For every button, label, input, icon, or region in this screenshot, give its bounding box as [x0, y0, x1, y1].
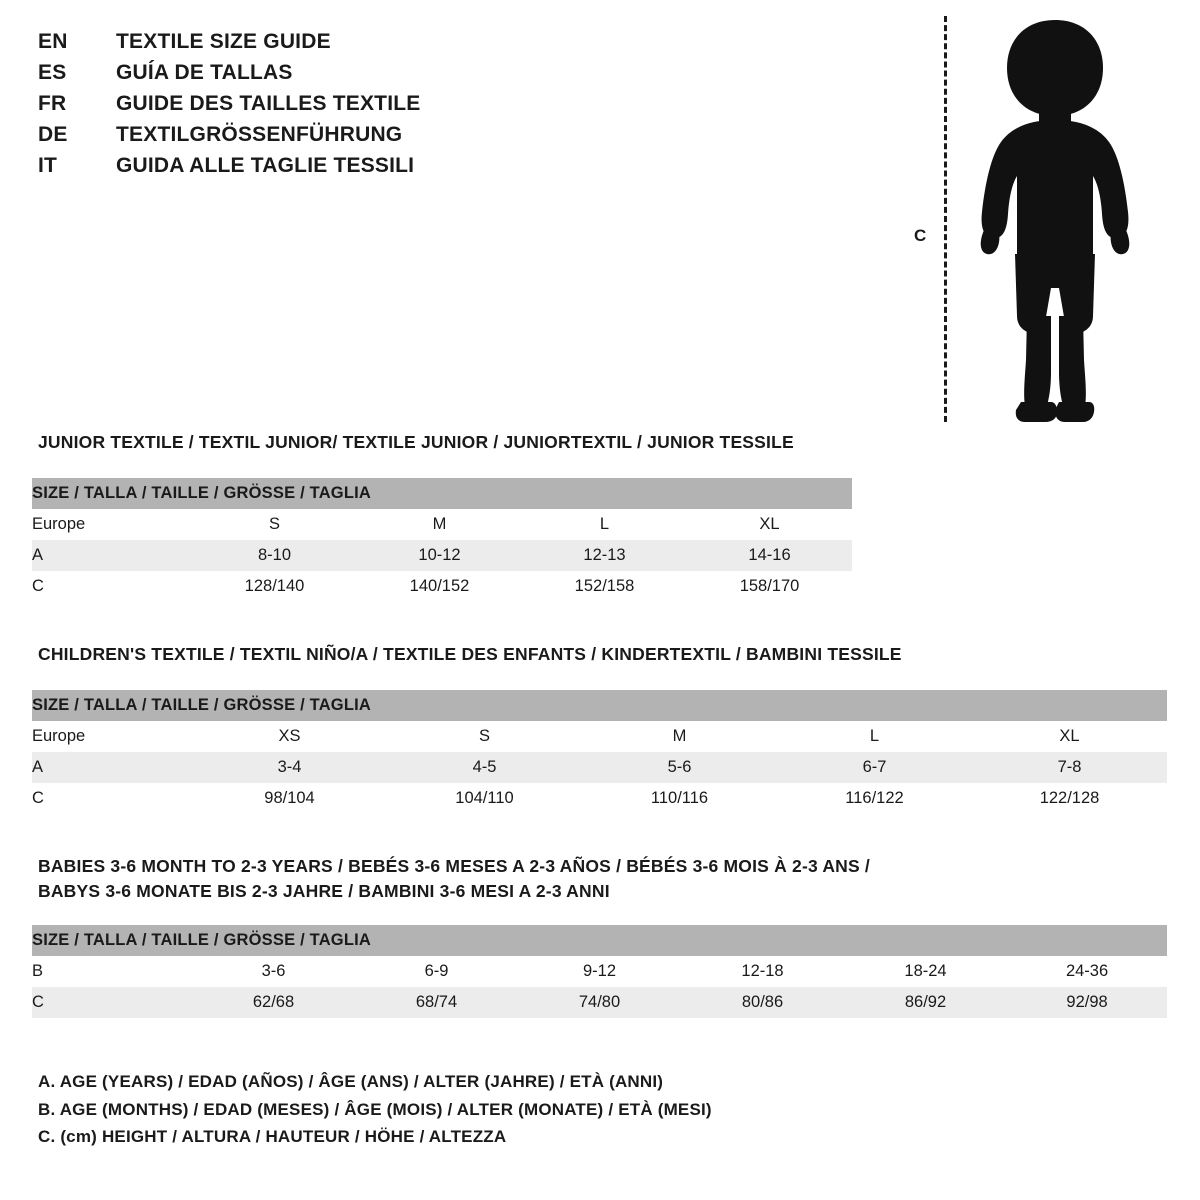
table-band-label: SIZE / TALLA / TAILLE / GRÖSSE / TAGLIA [32, 478, 852, 509]
cell-value: XS [192, 721, 387, 752]
table-band-row [32, 478, 852, 509]
cell-value: 68/74 [355, 987, 518, 1018]
cell-value: 128/140 [192, 571, 357, 602]
cell-value: 6-9 [355, 956, 518, 987]
cell-value: 12-18 [681, 956, 844, 987]
legend-item-b: B. AGE (MONTHS) / EDAD (MESES) / ÂGE (MOIS) / ALTER (MONATE) / ETÀ (MESI) [38, 1099, 712, 1119]
babies-size-table [32, 925, 1167, 1018]
table-row [32, 752, 1167, 783]
language-row [38, 123, 598, 154]
cell-value: 152/158 [522, 571, 687, 602]
language-title: TEXTILGRÖSSENFÜHRUNG [116, 123, 403, 146]
table-row [32, 721, 1167, 752]
cell-value: 122/128 [972, 783, 1167, 814]
height-figure [900, 8, 1160, 428]
cell-value: L [522, 509, 687, 540]
language-row [38, 154, 598, 185]
cell-value: 12-13 [522, 540, 687, 571]
cell-value: 4-5 [387, 752, 582, 783]
table-row [32, 987, 1167, 1018]
cell-value: M [357, 509, 522, 540]
section-title-babies-line2: BABYS 3-6 MONATE BIS 2-3 JAHRE / BAMBINI 3-6 MESI A 2-3 ANNI [38, 881, 610, 902]
section-title-babies [38, 854, 1038, 905]
legend-item-c: C. (cm) HEIGHT / ALTURA / HAUTEUR / HÖHE / ALTEZZA [38, 1127, 507, 1147]
table-band-label: SIZE / TALLA / TAILLE / GRÖSSE / TAGLIA [32, 690, 1167, 721]
table-row [32, 783, 1167, 814]
cell-value: XL [972, 721, 1167, 752]
cell-value: S [192, 509, 357, 540]
table-band-label: SIZE / TALLA / TAILLE / GRÖSSE / TAGLIA [32, 925, 1167, 956]
language-row [38, 61, 598, 92]
language-code: ES [38, 61, 67, 84]
junior-size-table [32, 478, 852, 602]
legend-block [38, 1068, 712, 1151]
child-silhouette-icon [955, 16, 1155, 426]
language-row [38, 92, 598, 123]
cell-value: 18-24 [844, 956, 1007, 987]
table-band-row [32, 690, 1167, 721]
cell-value: 9-12 [518, 956, 681, 987]
cell-value: 14-16 [687, 540, 852, 571]
row-label: C [32, 783, 192, 814]
language-code: FR [38, 92, 67, 115]
cell-value: 62/68 [192, 987, 355, 1018]
cell-value: 116/122 [777, 783, 972, 814]
cell-value: M [582, 721, 777, 752]
table-row [32, 540, 852, 571]
cell-value: 104/110 [387, 783, 582, 814]
cell-value: 7-8 [972, 752, 1167, 783]
language-title: TEXTILE SIZE GUIDE [116, 30, 331, 53]
cell-value: 158/170 [687, 571, 852, 602]
section-title-junior: JUNIOR TEXTILE / TEXTIL JUNIOR/ TEXTILE JUNIOR / JUNIORTEXTIL / JUNIOR TESSILE [38, 432, 794, 452]
row-label: A [32, 752, 192, 783]
cell-value: 24-36 [1007, 956, 1167, 987]
row-label: C [32, 987, 192, 1018]
row-label: B [32, 956, 192, 987]
row-label: C [32, 571, 192, 602]
table-row [32, 509, 852, 540]
table-row [32, 956, 1167, 987]
children-size-table [32, 690, 1167, 814]
language-title: GUIDE DES TAILLES TEXTILE [116, 92, 421, 115]
language-title: GUÍA DE TALLAS [116, 61, 293, 84]
cell-value: 86/92 [844, 987, 1007, 1018]
row-label: Europe [32, 509, 192, 540]
cell-value: 3-6 [192, 956, 355, 987]
language-row [38, 30, 598, 61]
height-dashed-line [944, 16, 947, 422]
height-marker-label: C [914, 226, 927, 245]
cell-value: 98/104 [192, 783, 387, 814]
cell-value: 80/86 [681, 987, 844, 1018]
row-label: A [32, 540, 192, 571]
cell-value: S [387, 721, 582, 752]
section-title-babies-line1: BABIES 3-6 MONTH TO 2-3 YEARS / BEBÉS 3-6 MESES A 2-3 AÑOS / BÉBÉS 3-6 MOIS À 2-3 ANS / [38, 856, 870, 876]
language-code: IT [38, 154, 58, 177]
cell-value: 3-4 [192, 752, 387, 783]
cell-value: 6-7 [777, 752, 972, 783]
legend-item-a: A. AGE (YEARS) / EDAD (AÑOS) / ÂGE (ANS) / ALTER (JAHRE) / ETÀ (ANNI) [38, 1072, 664, 1091]
section-title-children: CHILDREN'S TEXTILE / TEXTIL NIÑO/A / TEXTILE DES ENFANTS / KINDERTEXTIL / BAMBINI TESSILE [38, 644, 902, 664]
cell-value: 8-10 [192, 540, 357, 571]
cell-value: 92/98 [1007, 987, 1167, 1018]
cell-value: 110/116 [582, 783, 777, 814]
table-row [32, 571, 852, 602]
cell-value: XL [687, 509, 852, 540]
table-band-row [32, 925, 1167, 956]
cell-value: 10-12 [357, 540, 522, 571]
cell-value: 5-6 [582, 752, 777, 783]
language-code: EN [38, 30, 68, 53]
cell-value: 140/152 [357, 571, 522, 602]
language-code: DE [38, 123, 68, 146]
language-header-block [38, 30, 598, 185]
cell-value: 74/80 [518, 987, 681, 1018]
cell-value: L [777, 721, 972, 752]
language-title: GUIDA ALLE TAGLIE TESSILI [116, 154, 415, 177]
row-label: Europe [32, 721, 192, 752]
